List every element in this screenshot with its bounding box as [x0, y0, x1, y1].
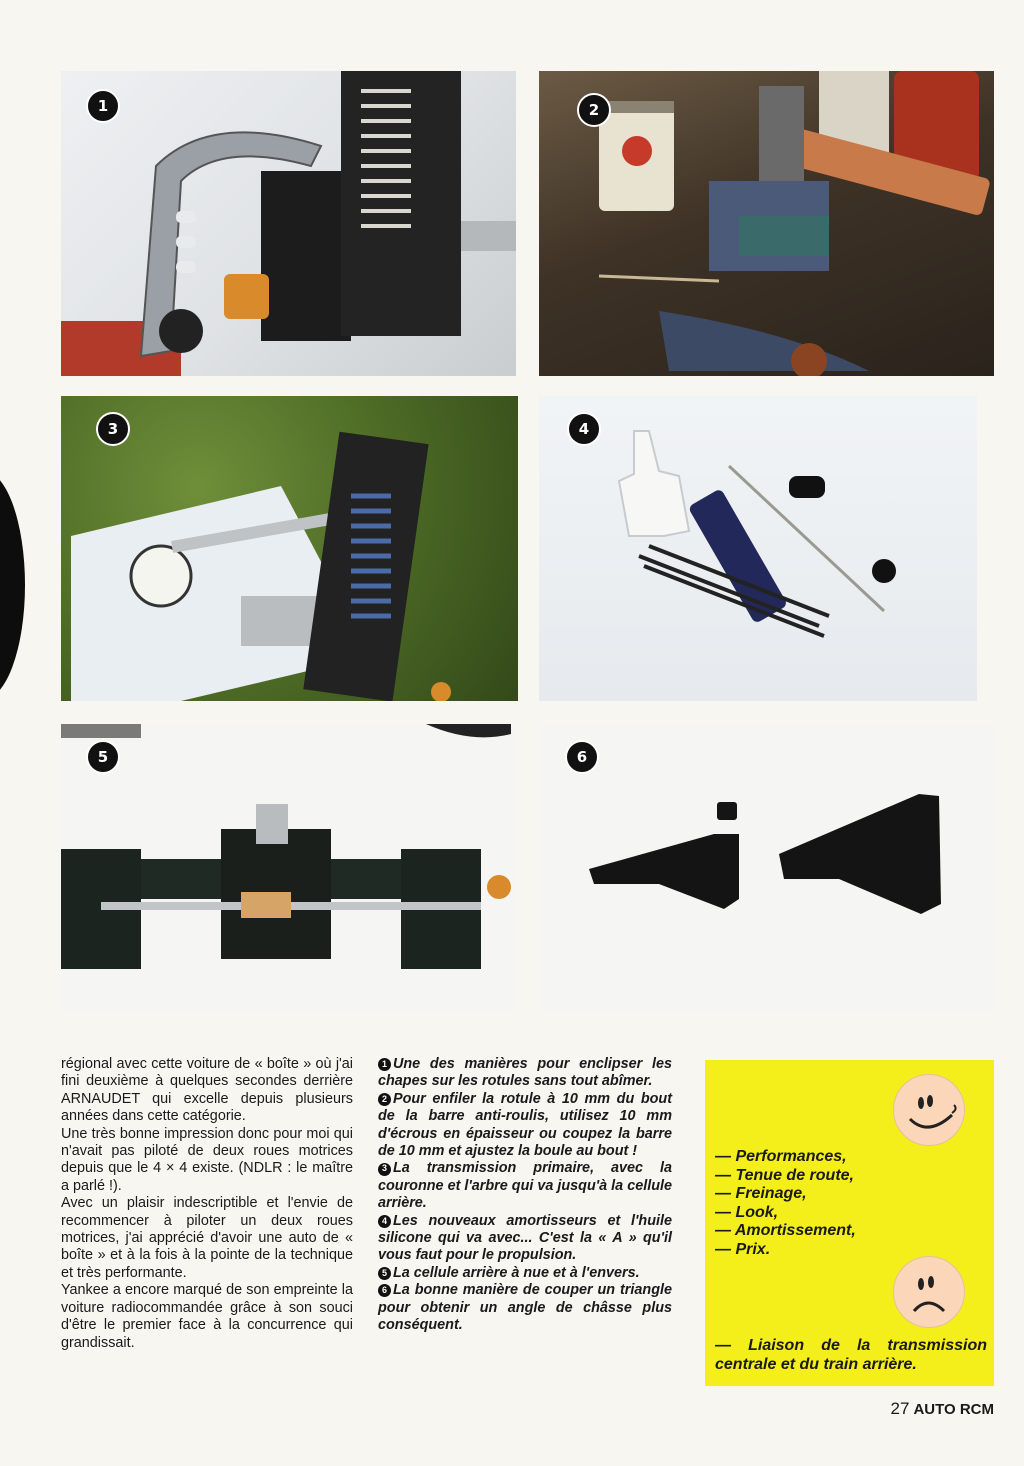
photo-caption	[378, 1265, 672, 1282]
verdict-box	[705, 1060, 994, 1386]
photo-4-illustration	[539, 396, 977, 701]
photo-5	[61, 724, 516, 1010]
caption-text: La transmission primaire, avec la couronne et l'arbre qui va jusqu'à la cellule arrière.	[378, 1160, 672, 1212]
photo-6	[539, 724, 994, 1010]
photo-number-badge: 1	[86, 89, 120, 123]
pro-item: — Tenue de route,	[715, 1167, 856, 1186]
cons-text: — Liaison de la transmission centrale et du train arrière.	[715, 1337, 987, 1373]
photo-1-illustration	[61, 71, 516, 376]
happy-face-icon	[893, 1074, 965, 1146]
body-paragraph: Yankee a encore marqué de son empreinte la voiture radiocommandée grâce à son souci d'être le premier face à la concurrence qui grandissait.	[61, 1282, 353, 1351]
photo-number-badge: 4	[567, 412, 601, 446]
page-edge-shadow	[0, 470, 25, 700]
captions-column	[378, 1056, 672, 1335]
photo-caption	[378, 1213, 672, 1265]
pros-list	[715, 1148, 856, 1259]
photo-caption	[378, 1160, 672, 1212]
pro-item: — Amortissement,	[715, 1222, 856, 1241]
pro-item: — Freinage,	[715, 1185, 856, 1204]
photo-number-badge: 2	[577, 93, 611, 127]
page-footer	[891, 1399, 994, 1419]
photo-4	[539, 396, 977, 701]
page-number: 27	[890, 1399, 910, 1418]
caption-number-badge: 1	[378, 1058, 391, 1071]
pro-item: — Look,	[715, 1204, 856, 1223]
photo-number-badge: 3	[96, 412, 130, 446]
photo-3	[61, 396, 518, 701]
caption-text: Une des manières pour enclipser les chapes sur les rotules sans tout abîmer.	[378, 1056, 672, 1090]
body-text-column	[61, 1056, 353, 1352]
body-paragraph: régional avec cette voiture de « boîte » où j'ai fini deuxième à quelques secondes derrière ARNAUDET qui excelle depuis plusieurs années dans cette catégorie.	[61, 1056, 353, 1125]
caption-number-badge: 5	[378, 1267, 391, 1280]
sad-face-icon	[893, 1256, 965, 1328]
photo-6-illustration	[539, 724, 994, 1010]
caption-text: Pour enfiler la rotule à 10 mm du bout de la barre anti-roulis, utilisez 10 mm d'écrous en épaisseur ou coupez la barre de 10 mm et ajustez la boule au bout !	[378, 1090, 672, 1160]
photo-caption	[378, 1056, 672, 1091]
body-paragraph: Une très bonne impression donc pour moi qui n'avait pas piloté de deux roues motrices depuis que le 4 × 4 existe. (NDLR : le maître a parlé !).	[61, 1125, 353, 1194]
pro-item: — Performances,	[715, 1148, 856, 1167]
photo-caption	[378, 1091, 672, 1161]
caption-number-badge: 6	[378, 1284, 391, 1297]
photo-5-illustration	[61, 724, 516, 1010]
caption-number-badge: 3	[378, 1163, 391, 1176]
caption-text: La bonne manière de couper un triangle pour obtenir un angle de châsse plus conséquent.	[378, 1282, 672, 1334]
photo-number-badge: 6	[565, 740, 599, 774]
body-paragraph: Avec un plaisir indescriptible et l'envie de recommencer à piloter un deux roues motrices, j'ai apprécié d'avoir une auto de « boîte » et à la fois à la pointe de la technique et très performante.	[61, 1195, 353, 1281]
pro-item: — Prix.	[715, 1241, 856, 1260]
caption-text: Les nouveaux amortisseurs et l'huile silicone qui va avec... C'est la « A » qu'il vous faut pour le propulsion.	[378, 1212, 672, 1264]
photo-number-badge: 5	[86, 740, 120, 774]
photo-caption	[378, 1282, 672, 1334]
caption-number-badge: 4	[378, 1215, 391, 1228]
photo-2	[539, 71, 994, 376]
caption-number-badge: 2	[378, 1093, 391, 1106]
magazine-name: AUTO RCM	[913, 1401, 994, 1418]
caption-text: La cellule arrière à nue et à l'envers.	[393, 1264, 640, 1281]
photo-3-illustration	[61, 396, 518, 701]
photo-1	[61, 71, 516, 376]
